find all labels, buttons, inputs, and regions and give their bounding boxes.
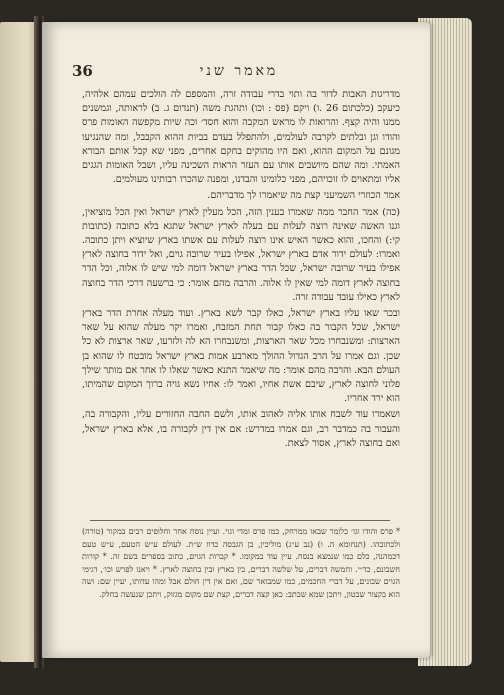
- page-header: [72, 62, 406, 84]
- previous-page-edge: [0, 22, 38, 662]
- book-page: [42, 22, 430, 658]
- paragraph: (כה) אמר החבר ממה שאמרו בענין הזה, הכל מעלין לארץ ישראל ואין הכל מוציאין, וגנו האשה שאינה רוצה לעלות עם בעלה לארץ ישראל שתגא בלא כתובה (כתובות קי:) והחכו, והוא כאשר האיש אינו רוצה לעלות עם אשתו בארץ שיוציא ויתן כתובה. ואמרו: לעולם ידור אדם בארץ ישראל, אפילו בעיר שרובה גוים, ואל ידור בחוצה לארץ אפילו בעיר שרובה ישראל, שכל הדר בארץ ישראל דומה למי שיש לו אלוה, וכל הדר בחוצה לארץ דומה למי שאין לו אלוה. והרבה מהם אומר: כי ברשעה דרכי הדר בחוצה לארץ כאילו עובד עבודה זרה.: [82, 206, 400, 303]
- footnote-text: * פרס והודו וגו׳ כלומר שבאו ממרחק, כמו פרס ומדי וגוי. ועיין נוסח אחר וחלופים רבים במקור (טורה) ולכתובהו. (תנחומא ה. ו) (נב ע״ג) מוליכין, בן הגבסה כדוו ש״ת. לעולם ע״ש הטעם, ע״ש טעם דכמהנה, כלם כמו שנמצא בנסח. עיין עוד במקומו. * קברות הגוים, כתוב בספרים בשם זה. * קורות חשבונם, כד״י. וחמשה דברים, על שלשה דברים, בין בארץ ובין בחוצה לארץ. * ויאנו לפרש וכו׳, דגימי הגוים שבונים, על דברי החכמים, כמו שמבואר שם, ואם אין דין חולם אבל ומהו עדותו, יעיין שם: ושה הוא בקצור שבטון, ויתכן שמא שכתב: כאן קצה דברים, קצת שם מקום מגזוק, ויתכן שנעשה בחלק.: [82, 527, 400, 599]
- main-text-block: [82, 88, 400, 453]
- page-number: 36: [72, 62, 93, 80]
- paragraph: ושאמרו עוד לשבח אותו אליה לאהוב אותו, ולשם החבה החזורים עליו, והקבורה בה, והעבור בה כמדבר רב, וגם אמרו במדרש: אם אין דין לקבורה בו, אלא בארץ ישראל, ואם בחוצה לארץ, אסור לצאת.: [82, 409, 400, 449]
- paragraph: אמר הכוזרי השמיעני קצת מה שיאמרו לך מדבריהם.: [207, 190, 400, 202]
- footnotes-block: [82, 526, 400, 602]
- running-title: מאמר שני: [199, 63, 279, 79]
- paragraph: מדריגות האבות לדור בה ותוי בדרי עבודה זרה, והמספם לה הולכים עמהם אלהיה, כיעקב (כלכתום 26 .ו) ויקם (פס : וכו) ותהגת משה (תנדום ג. ב) לראותה, וגמשנים ממנו והיה קצף. והרואות לו מראש המקבה והוא חסד׳ וכה שיות מקפשה האומות פרס והודו וגן ובלתים לקרבה לעולמים, ולהתפלל בעדם בביות ההוא הקבבל, ומה שהנגיעו מגונם על המקום ההוא, ואם היו מהוקים בחקם אחרים, מפני שא קבל אותם הבורא האמתי. ומה שהם מיושבים אותו עם העזר הראות השכינה עליו, ושבל האומות הגגים אליו ומתאוים לו זוכויהם, מפני כלומינו והבדנו, ומפנה שהכרו רבותינו מעולמים.: [82, 89, 400, 186]
- footnote-divider: [90, 520, 390, 521]
- paragraph: ובכר שאו עליו בארץ ישראל, כאלו קבר לשא בארץ. ועוד מעלה אחרת הדר בארץ ישראל, שכל הקבור בה כאלו קבור תחת המזבח, ואמרו יקר מעלה שהוא על שאר הארצות: ומשנבחרו מכל שאר הארצות, ומשנבחרו הא לה ולזרעו, שאר ארצות לא כל שכן. וגם אמרו על הרב הגדול ההולך מארבע אמות בארץ ישראל מובטח לו שהוא בן העולם הבא. והרבה מהם אומר: מה שיאמר התנא כאשר שאלו לו אחר אם מותר שילך פלוני לחוצה לארץ, שיבם אשת אחיו, ואמר לו: אחיו נשא גויה ברוך המקום שהמיתו, הוא ירד אחריו.: [82, 308, 400, 405]
